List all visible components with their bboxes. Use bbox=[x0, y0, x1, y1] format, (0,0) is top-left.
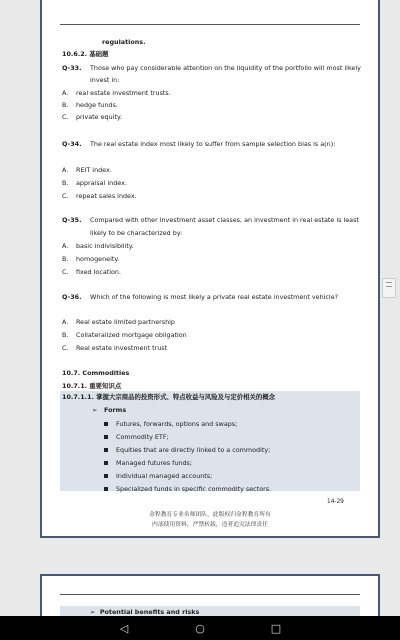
question-text: invest in: bbox=[90, 76, 120, 84]
document-page bbox=[40, 0, 380, 538]
section-10-7-heading: 10.7. Commodities bbox=[62, 369, 130, 377]
header-rule bbox=[60, 24, 360, 25]
answer-option: A. basic indivisibility. bbox=[62, 242, 134, 250]
answer-option: C. repeat sales index. bbox=[62, 192, 137, 200]
top-line-text: regulations. bbox=[102, 38, 146, 46]
answer-option: C. fixed location. bbox=[62, 268, 122, 276]
list-item: Managed futures funds; bbox=[104, 459, 192, 468]
answer-option: B. homogeneity. bbox=[62, 255, 120, 263]
list-item: Equities that are directly linked to a commodity; bbox=[104, 446, 270, 455]
question-number: Q-36. bbox=[62, 293, 82, 301]
section-10-7-1-heading: 10.7.1. 重要知识点 bbox=[62, 382, 122, 390]
answer-option: B. hedge funds. bbox=[62, 101, 118, 109]
list-item: Futures, forwards, options and swaps; bbox=[104, 420, 237, 429]
answer-option: A. REIT index. bbox=[62, 166, 112, 174]
question-text: The real estate index most likely to suffer from sample selection bias is a(n): bbox=[90, 140, 336, 148]
question-number: Q-34. bbox=[62, 140, 82, 148]
question-number: Q-33. bbox=[62, 64, 82, 72]
question-text: Which of the following is most likely a private real estate investment vehicle? bbox=[90, 293, 339, 301]
footer-line: 金程教育专业名师团队，此版权归金程教育所有 bbox=[149, 512, 271, 518]
list-item: Specialized funds in specific commodity sectors. bbox=[104, 485, 271, 494]
back-icon[interactable]: ◁ bbox=[119, 621, 129, 635]
page-number: 14-29 bbox=[327, 499, 344, 505]
answer-option: C. private equity. bbox=[62, 113, 122, 121]
answer-option: B. appraisal index. bbox=[62, 179, 127, 187]
answer-option: A. Real estate limited partnership bbox=[62, 318, 175, 326]
section-10-7-1-1-heading: 10.7.1.1. 掌握大宗商品的投资形式、特点收益与风险及与定价相关的概念 bbox=[62, 393, 276, 401]
list-item: Individual managed accounts; bbox=[104, 472, 212, 481]
question-text: likely to be characterized by: bbox=[90, 229, 183, 237]
question-number: Q-35. bbox=[62, 216, 82, 224]
question-text: Those who pay considerable attention on the liquidity of the portfolio will most likely bbox=[90, 64, 361, 72]
recents-icon[interactable]: □ bbox=[270, 621, 282, 635]
footer-line: 内部使用资料，严禁转载，违者追究法律责任 bbox=[152, 522, 268, 528]
question-text: Compared with other investment asset classes, an investment in real estate is least bbox=[90, 216, 359, 224]
answer-option: B. Collateralized mortgage obligation bbox=[62, 331, 187, 339]
answer-option: C. Real estate investment trust bbox=[62, 344, 168, 352]
header-rule bbox=[60, 594, 360, 595]
list-item: Commodity ETF; bbox=[104, 433, 169, 442]
system-nav-bar bbox=[0, 616, 400, 640]
scroll-handle[interactable] bbox=[382, 278, 396, 298]
home-icon[interactable]: ○ bbox=[195, 621, 205, 635]
section-10-6-2-heading: 10.6.2. 基础题 bbox=[62, 50, 109, 58]
next-page-line: ➢ Potential benefits and risks bbox=[90, 608, 200, 616]
answer-option: A. real estate investment trusts. bbox=[62, 89, 171, 97]
forms-label: ➢ Forms bbox=[92, 406, 127, 414]
